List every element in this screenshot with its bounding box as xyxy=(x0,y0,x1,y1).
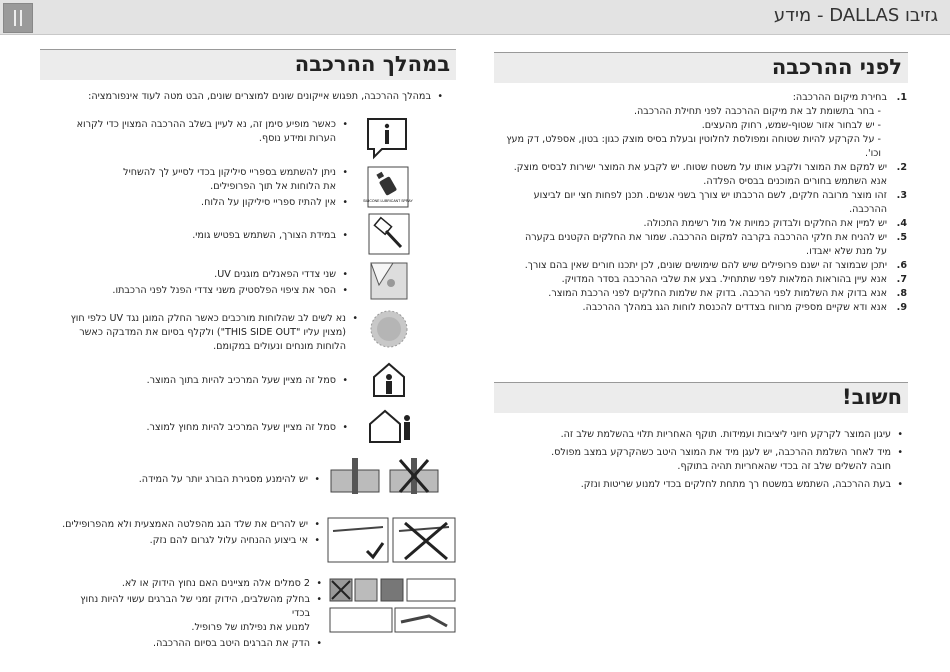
item-line: • ניתן להשתמש בספריי סיליקון בכדי לסייע לך להשחיל xyxy=(123,167,336,178)
bullet-item xyxy=(60,473,322,487)
item-line: אנא עיין בהוראות המלאות לפני שתתחיל. בצע את שלבי ההרכבה בסדר המדויק. xyxy=(561,274,887,285)
outside-product-icon xyxy=(367,408,413,444)
lift-roof-icon xyxy=(327,517,457,563)
before-item xyxy=(495,217,907,231)
item-line: • יש להימנע מסגירת הבורג יותר על המידה. xyxy=(138,474,308,485)
before-item xyxy=(495,189,907,217)
bullet-item xyxy=(60,577,324,591)
item-line: • במידת הצורך, השתמש בפטיש גומי. xyxy=(192,230,336,241)
item-number: 6. xyxy=(896,260,907,271)
important-item xyxy=(500,428,905,442)
item-line: למנוע את נפילתו של פרופיל. xyxy=(191,622,310,633)
uv-text xyxy=(60,268,350,300)
item-line: יש להניח את חלקי ההרכבה בקרבה למקום ההרכבה. שמור את החלקים הקטנים בקערה xyxy=(524,232,887,243)
item-line: • הדק את הברגים היטב בסיום ההרכבה. xyxy=(153,638,310,649)
info-icon xyxy=(364,115,410,159)
item-line: • 2 סמלים אלה מציינים האם נחוץ הידוק או לא. xyxy=(121,578,310,589)
tight-text xyxy=(60,577,324,653)
bullet-item xyxy=(60,374,350,388)
item-line: על מנת שלא יאבדו. xyxy=(806,246,887,257)
mallet-icon xyxy=(368,213,410,255)
during-intro: • במהלך ההרכבה, תפגוש אייקונים שונים למוצרים שונים, הבט מטה לעוד אינפורמציה: xyxy=(60,90,445,103)
item-line: • עיגון המוצר לקרקע חיוני ליציבות ועמידות. תוקף האחריות תלוי בהשלמת שלב זה. xyxy=(560,429,891,440)
sun-text xyxy=(60,312,360,356)
item-line: • הסר את ציפוי הפלסטיק משני צדדי הפנל לפני הרכבתו. xyxy=(112,285,336,296)
item-line: אנא בדוק את השלמות לפני הרכבה. בדוק את שלמות החלקים לפני הרכבת המוצר. xyxy=(548,288,887,299)
mallet-text xyxy=(60,229,350,245)
bullet-item xyxy=(60,284,350,298)
grid-icon[interactable] xyxy=(3,3,33,33)
item-number: 2. xyxy=(896,162,907,173)
important-section-header xyxy=(494,382,908,413)
bullet-item xyxy=(60,229,350,243)
item-line: את הלוחות אל תוך הפרופילים. xyxy=(210,181,336,192)
inside-text xyxy=(60,374,350,390)
during-title: במהלך ההרכבה xyxy=(294,52,450,76)
bullet-item xyxy=(60,593,324,635)
item-line: • בחלק מהשלבים, הידוק זמני של הברגים עשוי להיות נחוץ בכדי xyxy=(80,594,310,619)
item-line: • יש להרים את שלד הגג מהפלטה האמצעית ולא מהפרופילים. xyxy=(62,519,308,530)
tighten-icons xyxy=(329,578,457,634)
important-list xyxy=(500,428,905,496)
item-line: • סמל זה מציין שעל המרכיב להיות בתוך המוצר. xyxy=(146,375,336,386)
bullet-item xyxy=(60,637,324,651)
item-line: - בחר בתשומת לב את מיקום ההרכבה לפני תחילת ההרכבה. xyxy=(633,106,881,117)
screw-overtighten-icon xyxy=(330,452,440,498)
item-line: - יש לבחור אזור שטוף-שמש, רחוק מהעצים. xyxy=(701,120,881,131)
item-line: • שני צדדי הפאנלים מוגנים UV. xyxy=(214,269,336,280)
item-line: אנא ודא שקיים מספיק מרווח בצדדים להכנסת לוחות הגג במהלך ההרכבה. xyxy=(582,302,887,313)
bullet-item xyxy=(60,196,350,210)
item-number: 3. xyxy=(896,190,907,201)
during-section-header xyxy=(40,49,456,80)
spray-text xyxy=(60,166,350,212)
bullet-item xyxy=(60,312,360,354)
item-line: • אי ביצוע ההנחיה עלול לגרום להם נזק. xyxy=(149,535,308,546)
bullet-item xyxy=(60,268,350,282)
important-item xyxy=(500,446,905,474)
item-line: חובה להשלים שלב זה בכדי שהאחריות תהיה בתוקף. xyxy=(677,461,891,472)
bullet-item xyxy=(60,166,350,194)
item-line: (מצוין עליו "THIS SIDE OUT") ולקלף בסיום את המדבקה כאשר xyxy=(79,327,346,338)
bullet-item xyxy=(60,421,350,435)
item-line: זהו מוצר מרובה חלקים, לשם הרכבתו יש צורך בשני אנשים. תכנן לפחות חצי יום לביצוע ההרכבה. xyxy=(533,190,887,215)
bullet-item xyxy=(60,534,322,548)
before-item xyxy=(495,301,907,315)
info-text xyxy=(60,118,350,148)
top-bar xyxy=(0,0,950,35)
before-item xyxy=(495,287,907,301)
bullet-item xyxy=(60,518,322,532)
item-number: 5. xyxy=(896,232,907,243)
item-line: הלוחות מונחים ונעולים במקומם. xyxy=(213,341,346,352)
peel-film-icon xyxy=(367,259,411,303)
page-title: גזיבו DALLAS - מידע xyxy=(773,5,938,26)
item-line: יש למקם את המוצר ולקבע אותו על משטח שטוח. יש לקבע את המוצר ישירות לבסיס מוצק. xyxy=(513,162,887,173)
item-line: - על הקרקע להיות שטוחה ומפולסת לחלוטין ובעלת בסיס מוצק כגון: בטון, אספלט, דק מעץ וכו'. xyxy=(506,134,881,159)
before-item xyxy=(495,273,907,287)
item-number: 8. xyxy=(896,288,907,299)
outside-text xyxy=(60,421,350,437)
before-item xyxy=(495,259,907,273)
item-number: 7. xyxy=(896,274,907,285)
before-item xyxy=(495,91,907,161)
item-line: יש למיין את החלקים ולבדוק כמויות אל מול רשימת התכולה. xyxy=(643,218,887,229)
item-number: 4. xyxy=(896,218,907,229)
item-line: • סמל זה מציין שעל המרכיב להיות מחוץ למוצר. xyxy=(146,422,336,433)
item-line: • כאשר מופיע סימן זה, נא לעיין בשלב ההרכבה המצוין כדי לקרוא xyxy=(76,119,336,130)
before-item xyxy=(495,231,907,259)
before-section-header xyxy=(494,52,908,83)
item-line: הערות ומידע נוסף. xyxy=(258,133,336,144)
item-line: אנא השתמש בחורים המוכנים בבסיס הפלדה. xyxy=(703,176,887,187)
important-title: חשוב! xyxy=(842,385,902,409)
sun-uv-icon xyxy=(369,309,409,349)
bullet-item xyxy=(60,118,350,146)
item-line: יתכן שבמוצר זה ישנם פרופילים שיש להם שימושים שונים, לכן יתכנו חורים שאין בהם צורך. xyxy=(524,260,887,271)
spray-label: SILICONE LUBRICANT SPRAY xyxy=(363,199,413,203)
before-item xyxy=(495,161,907,189)
item-line: • בעת ההרכבה, השתמש במשטח רך מתחת לחלקים בכדי למנוע שריטות ונזק. xyxy=(580,479,891,490)
important-item xyxy=(500,478,905,492)
item-line: • אין להתיז ספריי סיליקון על הלוח. xyxy=(201,197,336,208)
item-line: בחירת מיקום ההרכבה: xyxy=(792,92,887,103)
item-number: 9. xyxy=(896,302,907,313)
item-line: • מיד לאחר השלמת ההרכבה, יש לעגן מיד את המוצר היטב כשהקרקע במצב מפולס. xyxy=(551,447,891,458)
inside-product-icon xyxy=(371,361,407,399)
screw-text xyxy=(60,473,322,489)
spray-icon xyxy=(363,166,413,208)
lift-text xyxy=(60,518,322,550)
before-title: לפני ההרכבה xyxy=(771,55,902,79)
item-line: • נא לשים לב שהלוחות מורכבים כאשר החלק המוגן נגד UV כלפי חוץ xyxy=(70,313,346,324)
item-number: 1. xyxy=(896,92,907,103)
before-list xyxy=(495,91,907,315)
